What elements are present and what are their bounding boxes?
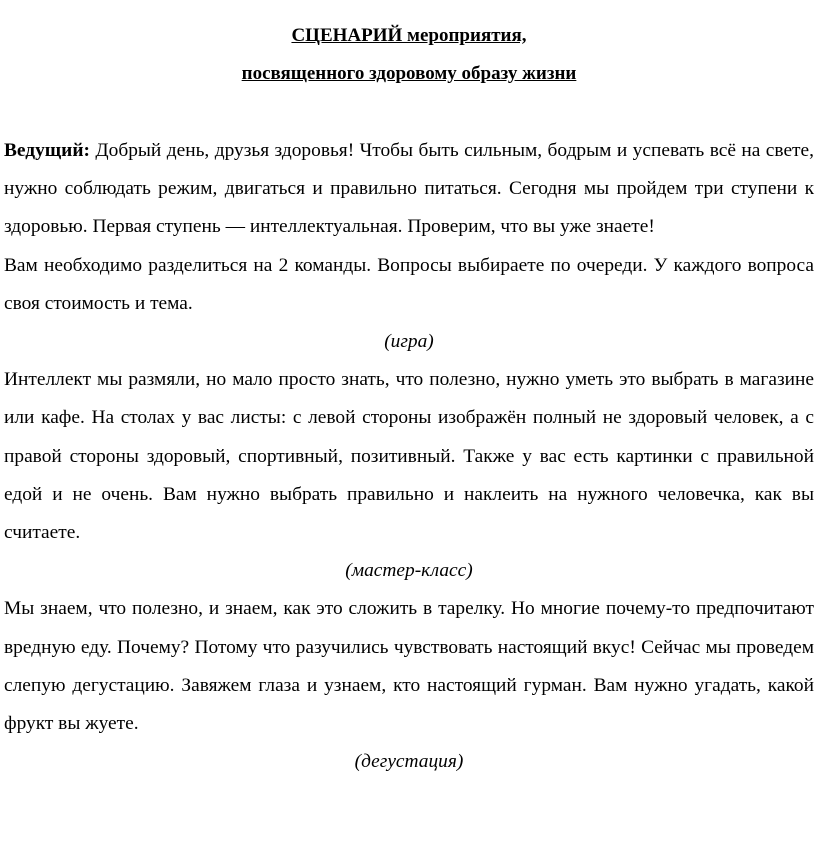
document-page	[4, 0, 814, 781]
paragraph-tasting: Мы знаем, что полезно, и знаем, как это сложить в тарелку. Но многие почему-то предпочитают вредную еду. Почему? Потому что разучились чувствовать настоящий вкус! Сейчас мы проведем слепую дегустацию. Завяжем глаза и узнаем, кто настоящий гурман. Вам нужно угадать, какой фрукт вы жуете.	[4, 598, 814, 735]
document-title-line-1: СЦЕНАРИЙ мероприятия,	[291, 25, 527, 46]
paragraph-shopping: Интеллект мы размяли, но мало просто знать, что полезно, нужно уметь это выбрать в магазине или кафе. На столах у вас листы: с левой стороны изображён полный не здоровый человек, а с правой стороны здоровый, спортивный, позитивный. Также у вас есть картинки с правильной едой и не очень. Вам нужно выбрать правильно и наклеить на нужного человечка, как вы считаете.	[4, 369, 814, 544]
stage-direction-masterclass: (мастер-класс)	[345, 560, 473, 582]
document-title-line-2: посвященного здоровому образу жизни	[241, 63, 577, 84]
stage-direction-game: (игра)	[384, 331, 434, 353]
paragraph-teams: Вам необходимо разделиться на 2 команды. Вопросы выбираете по очереди. У каждого вопроса своя стоимость и тема.	[4, 254, 814, 314]
speaker-label: Ведущий:	[4, 140, 90, 161]
paragraph-greeting-text: Добрый день, друзья здоровья! Чтобы быть сильным, бодрым и успевать всё на свете, нужно соблюдать режим, двигаться и правильно питаться. Сегодня мы пройдем три ступени к здоровью. Первая ступень — интеллектуальная. Проверим, что вы уже знаете!	[4, 140, 814, 238]
stage-direction-tasting: (дегустация)	[354, 751, 464, 773]
paragraph-greeting	[4, 132, 814, 247]
